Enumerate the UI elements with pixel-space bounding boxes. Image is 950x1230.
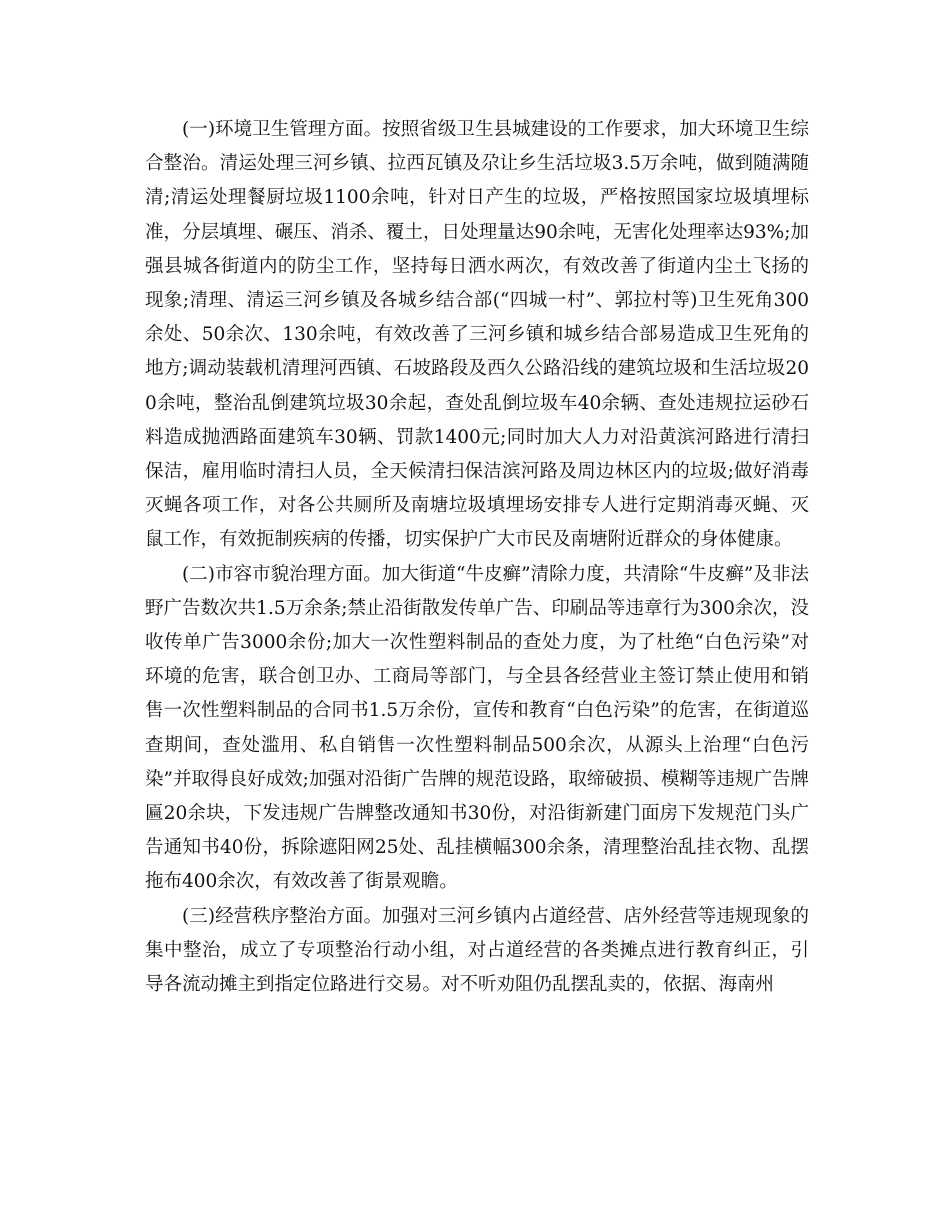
- document-body: [145, 113, 809, 1002]
- paragraph-business-order: (三)经营秩序整治方面。加强对三河乡镇内占道经营、店外经营等违规现象的集中整治，成立了专项整治行动小组，对占道经营的各类摊点进行教育纠正，引导各流动摊主到指定位路进行交易。对不听劝阻仍乱摆乱卖的，依据、海南州: [145, 905, 809, 996]
- paragraph-city-appearance: (二)市容市貌治理方面。加大街道“牛皮癣”清除力度，共清除“牛皮癣”及非法野广告数次共1.5万余条;禁止沿街散发传单广告、印刷品等违章行为300余次，没收传单广告3000余份;加大一次性塑料制品的查处力度，为了杜绝“白色污染”对环境的危害，联合创卫办、工商局等部门，与全县各经营业主签订禁止使用和销售一次性塑料制品的合同书1.5万余份，宣传和教育“白色污染”的危害，在街道巡查期间，查处滥用、私自销售一次性塑料制品500余次，从源头上治理“白色污染”并取得良好成效;加强对沿街广告牌的规范设路，取缔破损、模糊等违规广告牌匾20余块，下发违规广告牌整改通知书30份，对沿街新建门面房下发规范门头广告通知书40份，拆除遮阳网25处、乱挂横幅300余条，清理整治乱挂衣物、乱摆拖布400余次，有效改善了街景观瞻。: [145, 563, 809, 893]
- paragraph-environment-sanitation: (一)环境卫生管理方面。按照省级卫生县城建设的工作要求，加大环境卫生综合整治。清运处理三河乡镇、拉西瓦镇及尕让乡生活垃圾3.5万余吨，做到随满随清;清运处理餐厨垃圾1100余吨，针对日产生的垃圾，严格按照国家垃圾填埋标准，分层填埋、碾压、消杀、覆土，日处理量达90余吨，无害化处理率达93%;加强县城各街道内的防尘工作，坚持每日洒水两次，有效改善了街道内尘土飞扬的现象;清理、清运三河乡镇及各城乡结合部(“四城一村”、郭拉村等)卫生死角300余处、50余次、130余吨，有效改善了三河乡镇和城乡结合部易造成卫生死角的地方;调动装载机清理河西镇、石坡路段及西久公路沿线的建筑垃圾和生活垃圾200余吨，整治乱倒建筑垃圾30余起，查处乱倒垃圾车40余辆、查处违规拉运砂石料造成抛洒路面建筑车30辆、罚款1400元;同时加大人力对沿黄滨河路进行清扫保洁，雇用临时清扫人员，全天候清扫保洁滨河路及周边林区内的垃圾;做好消毒灭蝇各项工作，对各公共厕所及南塘垃圾填埋场安排专人进行定期消毒灭蝇、灭鼠工作，有效扼制疾病的传播，切实保护广大市民及南塘附近群众的身体健康。: [145, 119, 809, 551]
